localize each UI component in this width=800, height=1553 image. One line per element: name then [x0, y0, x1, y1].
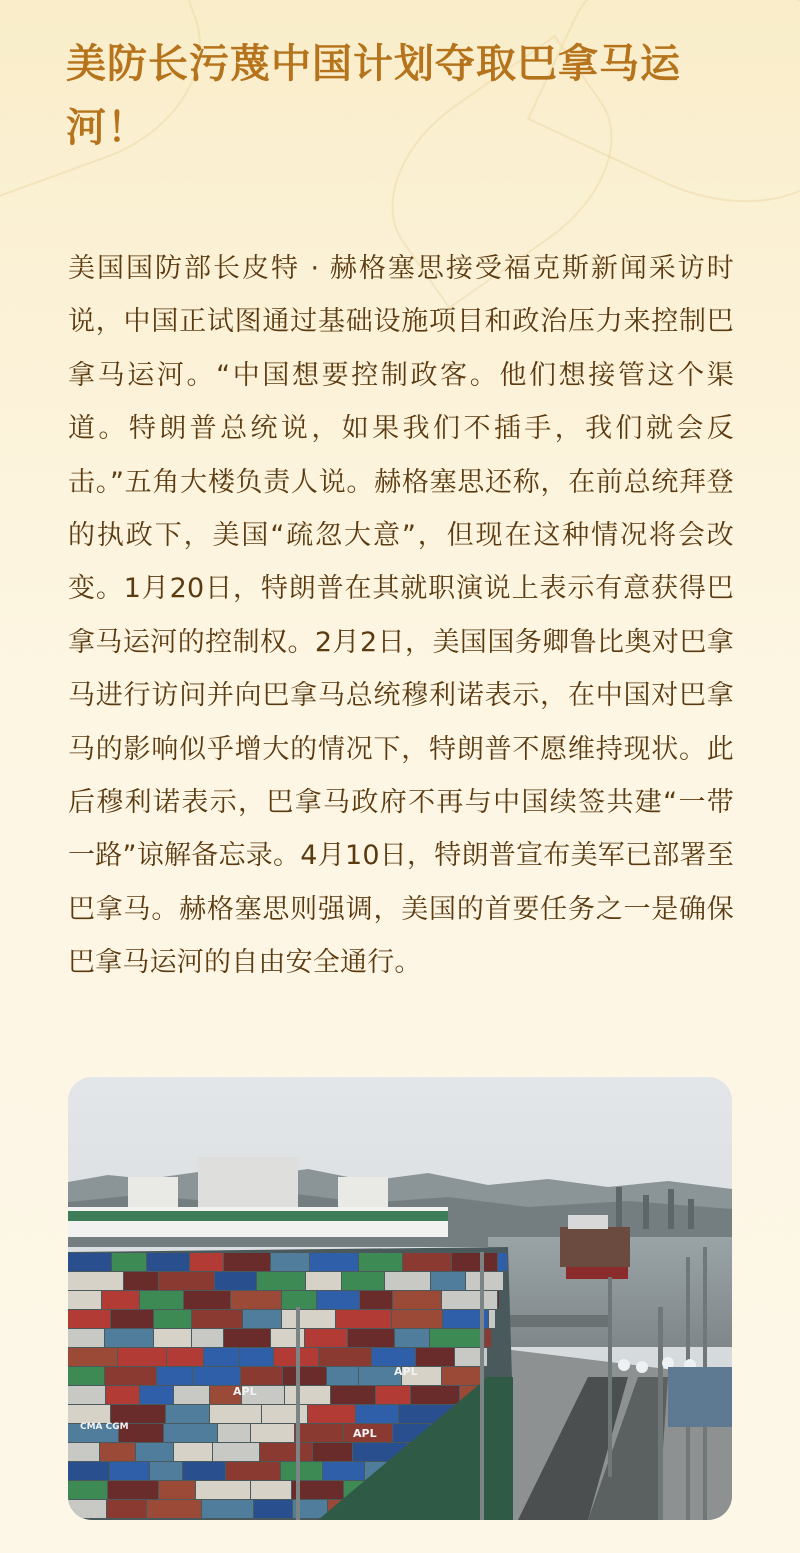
- shipping-container: [192, 1310, 242, 1328]
- shipping-container: [111, 1405, 165, 1423]
- shipping-container: [323, 1462, 364, 1480]
- shipping-container: [108, 1481, 158, 1499]
- shipping-container: [319, 1348, 371, 1366]
- shipping-container: [213, 1443, 259, 1461]
- shipping-container: [281, 1462, 322, 1480]
- shipping-container: [431, 1272, 465, 1290]
- shipping-container: [192, 1329, 223, 1347]
- shipping-container: [442, 1367, 483, 1385]
- shipping-container: [174, 1386, 209, 1404]
- shipping-container: [308, 1405, 355, 1423]
- shipping-container: [112, 1253, 146, 1271]
- shipping-container: [174, 1443, 212, 1461]
- shipping-container: [271, 1253, 309, 1271]
- shipping-container: [105, 1329, 153, 1347]
- canal-ship-illustration: [68, 1077, 732, 1520]
- shipping-container: [166, 1405, 209, 1423]
- shipping-container: [348, 1329, 394, 1347]
- shipping-container: [147, 1500, 201, 1518]
- shipping-container: [385, 1272, 430, 1290]
- shipping-container: [224, 1329, 270, 1347]
- shipping-container: [150, 1462, 182, 1480]
- shipping-container: [159, 1272, 214, 1290]
- shipping-container: [240, 1348, 273, 1366]
- shipping-container: [68, 1462, 109, 1480]
- shipping-container: [226, 1462, 280, 1480]
- shipping-container: [285, 1386, 330, 1404]
- shipping-container: [68, 1367, 104, 1385]
- shipping-container: [403, 1253, 451, 1271]
- shipping-container: [317, 1291, 359, 1309]
- shipping-container: [360, 1291, 392, 1309]
- container-brand-mark: CMA CGM: [80, 1422, 129, 1432]
- shipping-container: [485, 1329, 491, 1347]
- article-photo: [68, 1077, 732, 1520]
- shipping-container: [68, 1253, 111, 1271]
- shipping-container: [68, 1500, 106, 1518]
- shipping-container: [100, 1443, 135, 1461]
- shipping-container: [196, 1481, 250, 1499]
- shipping-container: [183, 1462, 225, 1480]
- shipping-container: [498, 1291, 499, 1309]
- shipping-container: [159, 1481, 195, 1499]
- shipping-container: [102, 1291, 139, 1309]
- shipping-container: [68, 1443, 99, 1461]
- shipping-container: [157, 1367, 192, 1385]
- article-body: 美国国防部长皮特 · 赫格塞思接受福克斯新闻采访时说，中国正试图通过基础设施项目和政治压力来控制巴拿马运河。“中国想要控制政客。他们想接管这个渠道。特朗普总统说，如果我们不插手，我们就会反击。”五角大楼负责人说。赫格塞思还称，在前总统拜登的执政下，美国“疏忽大意”，但现在这种情况将会改变。1月20日，特朗普在其就职演说上表示有意获得巴拿马运河的控制权。2月2日，美国国务卿鲁比奥对巴拿马进行访问并向巴拿马总统穆利诺表示，在中国对巴拿马的影响似乎增大的情况下，特朗普不愿维持现状。此后穆利诺表示，巴拿马政府不再与中国续签共建“一带一路”谅解备忘录。4月10日，特朗普宣布美军已部署至巴拿马。赫格塞思则强调，美国的首要任务之一是确保巴拿马运河的自由安全通行。: [68, 253, 734, 979]
- shipping-container: [466, 1272, 503, 1290]
- shipping-container: [68, 1291, 101, 1309]
- shipping-container: [193, 1367, 240, 1385]
- shipping-container: [164, 1424, 217, 1442]
- shipping-container: [498, 1253, 507, 1271]
- shipping-container: [184, 1291, 230, 1309]
- shipping-container: [105, 1367, 156, 1385]
- shipping-container: [68, 1481, 107, 1499]
- shipping-container: [306, 1272, 341, 1290]
- article-title: 美防长污蔑中国计划夺取巴拿马运河！: [66, 41, 681, 151]
- shipping-container: [140, 1386, 173, 1404]
- shipping-container: [68, 1329, 104, 1347]
- shipping-container: [147, 1253, 189, 1271]
- container-brand-mark: APL: [353, 1427, 377, 1440]
- shipping-container: [106, 1386, 139, 1404]
- shipping-container: [190, 1253, 223, 1271]
- container-brand-mark: APL: [233, 1385, 257, 1398]
- shipping-container: [260, 1443, 312, 1461]
- shipping-container: [154, 1310, 191, 1328]
- shipping-container: [442, 1291, 497, 1309]
- shipping-container: [140, 1291, 183, 1309]
- shipping-container: [224, 1253, 270, 1271]
- shipping-container: [231, 1291, 281, 1309]
- shipping-container: [411, 1386, 459, 1404]
- shipping-container: [68, 1272, 123, 1290]
- shipping-container: [392, 1310, 442, 1328]
- shipping-container: [68, 1386, 105, 1404]
- shipping-container: [136, 1443, 173, 1461]
- shipping-container: [257, 1272, 305, 1290]
- shipping-container: [251, 1481, 291, 1499]
- shipping-container: [262, 1405, 307, 1423]
- shipping-container: [376, 1386, 410, 1404]
- shipping-container: [251, 1424, 294, 1442]
- shipping-container: [295, 1424, 343, 1442]
- shipping-container: [327, 1367, 358, 1385]
- shipping-container: [68, 1405, 110, 1423]
- shipping-container: [215, 1272, 256, 1290]
- shipping-container: [372, 1348, 415, 1366]
- shipping-container: [154, 1329, 191, 1347]
- shipping-container: [282, 1310, 335, 1328]
- container-brand-mark: APL: [394, 1365, 418, 1378]
- shipping-container: [395, 1329, 429, 1347]
- shipping-container: [393, 1291, 441, 1309]
- shipping-container: [452, 1253, 497, 1271]
- shipping-container: [107, 1500, 146, 1518]
- shipping-container: [331, 1386, 375, 1404]
- shipping-container: [356, 1405, 398, 1423]
- shipping-container: [202, 1500, 253, 1518]
- shipping-container: [204, 1348, 239, 1366]
- shipping-container: [218, 1424, 250, 1442]
- shipping-container: [305, 1329, 347, 1347]
- shipping-container: [313, 1443, 352, 1461]
- shipping-container: [430, 1329, 484, 1347]
- shipping-container: [111, 1310, 153, 1328]
- shipping-container: [243, 1310, 281, 1328]
- shipping-container: [416, 1348, 454, 1366]
- shipping-container: [118, 1348, 166, 1366]
- shipping-container: [110, 1462, 149, 1480]
- shipping-container: [359, 1253, 402, 1271]
- shipping-container: [489, 1310, 495, 1328]
- shipping-container: [210, 1405, 261, 1423]
- shipping-container: [254, 1500, 292, 1518]
- shipping-container: [282, 1291, 316, 1309]
- shipping-container: [241, 1367, 282, 1385]
- shipping-container: [167, 1348, 203, 1366]
- shipping-container: [310, 1253, 358, 1271]
- shipping-container: [342, 1272, 384, 1290]
- shipping-container: [68, 1310, 110, 1328]
- shipping-container: [124, 1272, 158, 1290]
- shipping-container: [283, 1367, 326, 1385]
- shipping-container: [68, 1348, 117, 1366]
- shipping-container: [336, 1310, 391, 1328]
